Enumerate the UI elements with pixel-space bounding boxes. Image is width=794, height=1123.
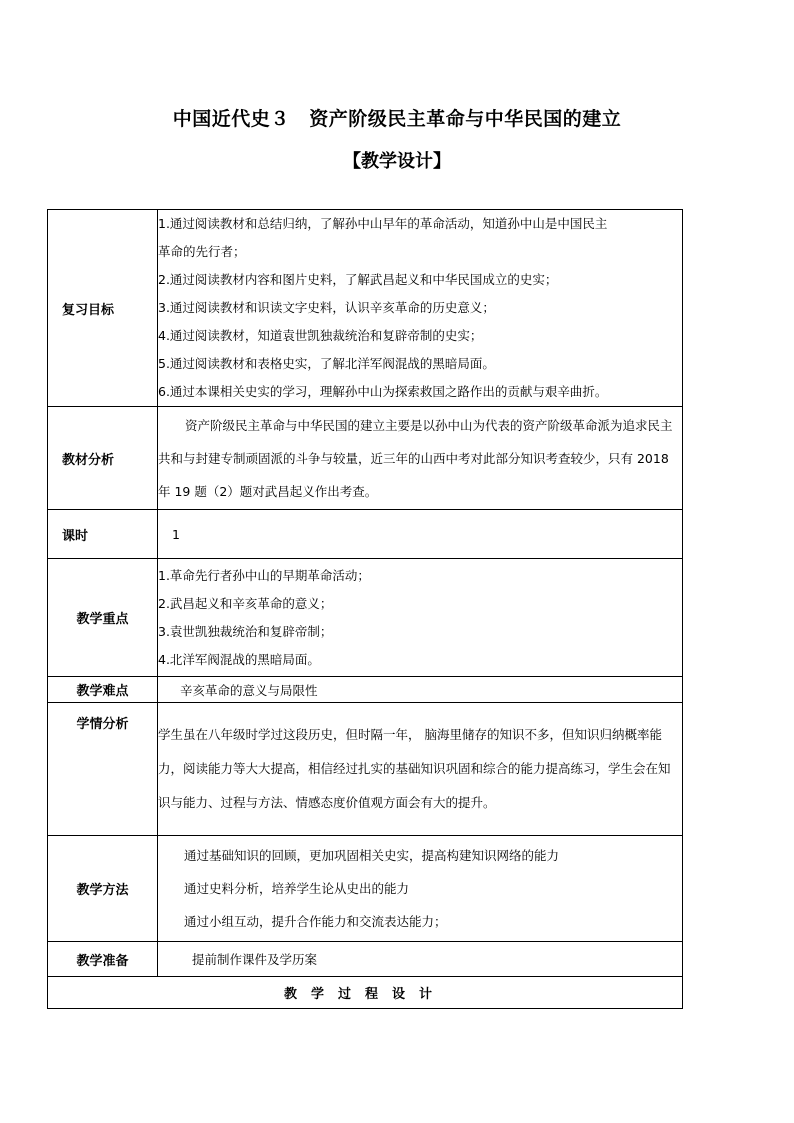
review-goal-line: 革命的先行者； xyxy=(158,244,246,259)
class-hours-value: 1 xyxy=(172,526,180,542)
student-analysis-text: 学生虽在八年级时学过这段历史，但时隔一年， 脑海里储存的知识不多，但知识归纳概率能力，阅读能力等大大提高，相信经过扎实的基础知识巩固和综合的能力提高练习，学生会在知识与能力、过程与方法、情感态度价值观方面会有大的提升。 xyxy=(158,727,671,810)
review-goal-line: 3.通过阅读教材和识读文字史料，认识辛亥革命的历史意义； xyxy=(158,300,495,315)
document-subtitle: 【教学设计】 xyxy=(343,151,451,172)
review-goal-line: 2.通过阅读教材内容和图片史料，了解武昌起义和中华民国成立的史实； xyxy=(158,272,558,287)
label-methods: 教学方法 xyxy=(48,836,158,942)
row-key-points xyxy=(48,559,683,677)
label-review-goals: 复习目标 xyxy=(48,210,158,407)
label-preparation: 教学准备 xyxy=(48,942,158,977)
row-difficulty xyxy=(48,677,683,703)
process-design-header: 教学过程设计 xyxy=(48,977,683,1009)
review-goal-line: 1.通过阅读教材和总结归纳，了解孙中山早年的革命活动，知道孙中山是中国民主 xyxy=(158,216,608,231)
row-review-goals xyxy=(48,210,683,407)
label-class-hours: 课时 xyxy=(48,510,158,559)
row-preparation xyxy=(48,942,683,977)
row-methods xyxy=(48,836,683,942)
row-class-hours xyxy=(48,510,683,559)
document-title: 中国近代史３ 资产阶级民主革命与中华民国的建立 xyxy=(172,108,622,130)
row-student-analysis xyxy=(48,703,683,836)
label-student-analysis: 学情分析 xyxy=(48,703,158,836)
method-line: 通过小组互动，提升合作能力和交流表达能力； xyxy=(184,914,447,929)
methods-content xyxy=(158,836,683,942)
key-point-line: 4.北洋军阀混战的黑暗局面。 xyxy=(158,651,320,667)
student-analysis-content xyxy=(158,703,683,836)
preparation-value: 提前制作课件及学历案 xyxy=(192,952,318,967)
method-line: 通过史料分析，培养学生论从史出的能力 xyxy=(184,881,410,896)
row-material-analysis xyxy=(48,407,683,510)
material-analysis-text: 资产阶级民主革命与中华民国的建立主要是以孙中山为代表的资产阶级革命派为追求民主共和与封建专制顽固派的斗争与较量，近三年的山西中考对此部分知识考查较少，只有 2018 年 19 题（2）题对武昌起义作出考查。 xyxy=(158,417,673,499)
difficulty-content xyxy=(158,677,683,703)
preparation-content xyxy=(158,942,683,977)
key-point-line: 3.袁世凯独裁统治和复辟帝制； xyxy=(158,623,333,639)
lesson-plan-table xyxy=(47,209,683,1009)
material-analysis-content xyxy=(158,407,683,510)
class-hours-content xyxy=(158,510,683,559)
review-goals-content xyxy=(158,210,683,407)
label-difficulty: 教学难点 xyxy=(48,677,158,703)
method-line: 通过基础知识的回顾，更加巩固相关史实，提高构建知识网络的能力 xyxy=(184,848,560,863)
review-goal-line: 4.通过阅读教材，知道袁世凯独裁统治和复辟帝制的史实； xyxy=(158,328,483,343)
key-point-line: 1.革命先行者孙中山的早期革命活动； xyxy=(158,567,370,583)
key-points-content xyxy=(158,559,683,677)
review-goal-line: 6.通过本课相关史实的学习，理解孙中山为探索救国之路作出的贡献与艰辛曲折。 xyxy=(158,384,608,399)
label-material-analysis: 教材分析 xyxy=(48,407,158,510)
label-key-points: 教学重点 xyxy=(48,559,158,677)
row-process-header xyxy=(48,977,683,1009)
difficulty-value: 辛亥革命的意义与局限性 xyxy=(180,682,318,698)
key-point-line: 2.武昌起义和辛亥革命的意义； xyxy=(158,595,333,611)
review-goal-line: 5.通过阅读教材和表格史实，了解北洋军阀混战的黑暗局面。 xyxy=(158,356,495,371)
